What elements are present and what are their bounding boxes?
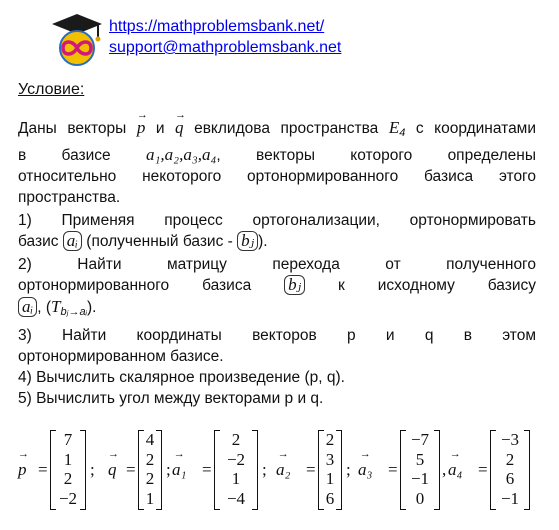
transition-matrix: T	[50, 297, 61, 316]
condition-title: Условие:	[18, 81, 85, 98]
matrix-entry: −7	[410, 430, 430, 449]
matrix-bracket	[400, 430, 406, 510]
column-matrix	[138, 430, 162, 510]
matrix-entry: 2	[63, 469, 73, 488]
matrix-bracket	[318, 430, 324, 510]
matrix-entry: 6	[325, 488, 335, 508]
matrix-cells	[221, 430, 251, 508]
site-link[interactable]: https://mathproblemsbank.net/	[109, 18, 325, 35]
matrix-entry: 1	[231, 469, 241, 488]
matrix-entry: −3	[500, 430, 520, 449]
matrix-bracket	[524, 430, 530, 510]
intro-text: ,	[216, 147, 221, 164]
matrix-entry: 1	[145, 488, 155, 508]
matrix-bracket	[80, 430, 86, 510]
matrix-bracket	[138, 430, 144, 510]
item-1-line-1: 1) Применяя процесс ортогонализации, ортонормировать	[18, 212, 536, 229]
intro-line-3: относительно некоторого ортонормированного базиса этого	[18, 168, 536, 185]
matrix-entry: 3	[325, 449, 335, 469]
matrix-entry: −2	[226, 449, 246, 469]
vector-label: → a₄	[448, 460, 462, 480]
column-matrix	[318, 430, 342, 510]
equals-sign: =	[306, 460, 316, 479]
vector-q: → q	[175, 117, 184, 138]
matrix-entry: 5	[415, 449, 425, 469]
intro-text: с координатами	[405, 120, 536, 137]
vector-label: → a₂	[276, 460, 290, 480]
matrix-cells	[145, 430, 155, 508]
support-email-link[interactable]: support@mathproblemsbank.net	[109, 39, 342, 56]
matrix-entry: 2	[231, 430, 241, 449]
matrix-bracket	[336, 430, 342, 510]
problem-text	[18, 117, 536, 409]
item-text: базис	[18, 233, 63, 250]
matrix-entry: 1	[63, 449, 73, 469]
separator: ,	[442, 460, 447, 479]
basis-a-set: aᵢ	[18, 297, 37, 317]
vector-label: → a₁	[172, 460, 186, 480]
matrix-cells	[325, 430, 335, 508]
separator: ;	[166, 460, 171, 479]
header	[14, 8, 554, 62]
vector-p: → p	[137, 117, 146, 138]
item-text: (полученный базис -	[82, 233, 238, 250]
transition-subscript: bⱼ→aᵢ	[60, 306, 87, 318]
intro-text: и	[145, 120, 176, 137]
matrix-entry: 6	[505, 469, 515, 488]
matrix-entry: 0	[415, 488, 425, 508]
column-matrix	[400, 430, 440, 510]
column-matrix	[490, 430, 530, 510]
intro-line-2	[18, 144, 536, 166]
graduation-cap-logo-icon	[48, 10, 106, 68]
column-matrix	[214, 430, 258, 510]
matrix-entry: 7	[63, 430, 73, 449]
matrix-entry: 2	[145, 469, 155, 488]
vector-label: → a₃	[358, 460, 372, 480]
item-2-line-3: aᵢ , $(T_{bⱼ\to aᵢ})$.	[18, 296, 536, 323]
item-text: ).	[258, 233, 268, 250]
equals-sign: =	[38, 460, 48, 479]
basis-list: a₁,a₂,a₃,a₄	[146, 145, 217, 164]
item-3-line-2: ортонормированном базисе.	[18, 348, 224, 365]
equals-sign: =	[202, 460, 212, 479]
matrix-bracket	[252, 430, 258, 510]
separator: ;	[90, 460, 95, 479]
vector-label: → p	[18, 460, 27, 480]
matrix-cells	[497, 430, 523, 508]
space-dimension: 4	[399, 127, 406, 139]
matrix-entry: −1	[410, 469, 430, 488]
intro-line-4: пространства.	[18, 189, 121, 206]
equals-sign: =	[478, 460, 488, 479]
matrix-bracket	[490, 430, 496, 510]
matrix-entry: 2	[505, 449, 515, 469]
matrix-entry: −4	[226, 488, 246, 508]
vector-label: → q	[108, 460, 117, 480]
matrix-entry: 1	[325, 469, 335, 488]
matrix-entry: 4	[145, 430, 155, 449]
item-text: ортонормированного базиса	[18, 277, 285, 294]
separator: ;	[262, 460, 267, 479]
item-4: 4) Вычислить скалярное произведение (p, q).	[18, 369, 345, 386]
basis-b-set: bⱼ	[237, 231, 258, 251]
matrix-entry: −2	[58, 488, 78, 508]
space-symbol: E	[388, 118, 400, 137]
matrix-cells	[407, 430, 433, 508]
column-matrix	[50, 430, 86, 510]
matrix-cells	[57, 430, 79, 508]
basis-b-set: bⱼ	[284, 275, 305, 295]
equals-sign: =	[388, 460, 398, 479]
item-5: 5) Вычислить угол между векторами p и q.	[18, 390, 324, 407]
item-text: к исходному базису	[305, 277, 536, 294]
matrix-bracket	[156, 430, 162, 510]
separator: ;	[346, 460, 351, 479]
intro-text: евклидова пространства	[183, 120, 389, 137]
matrix-bracket	[214, 430, 220, 510]
matrix-entry: −1	[500, 488, 520, 508]
matrix-bracket	[50, 430, 56, 510]
vector-definitions	[18, 430, 548, 510]
item-1-line-2	[18, 231, 536, 252]
item-3-line-1: 3) Найти координаты векторов p и q в этом	[18, 327, 536, 344]
intro-text: векторы которого определены	[256, 147, 536, 164]
item-2-line-2	[18, 275, 536, 296]
matrix-entry: 2	[325, 430, 335, 449]
equals-sign: =	[126, 460, 136, 479]
matrix-bracket	[434, 430, 440, 510]
intro-text: в базисе	[18, 147, 111, 164]
item-2-line-1: 2) Найти матрицу перехода от полученного	[18, 256, 536, 273]
intro-line-1	[18, 117, 536, 144]
header-links	[109, 16, 341, 58]
basis-a-set: aᵢ	[63, 231, 82, 251]
matrix-entry: 2	[145, 449, 155, 469]
intro-text: Даны векторы	[18, 120, 137, 137]
